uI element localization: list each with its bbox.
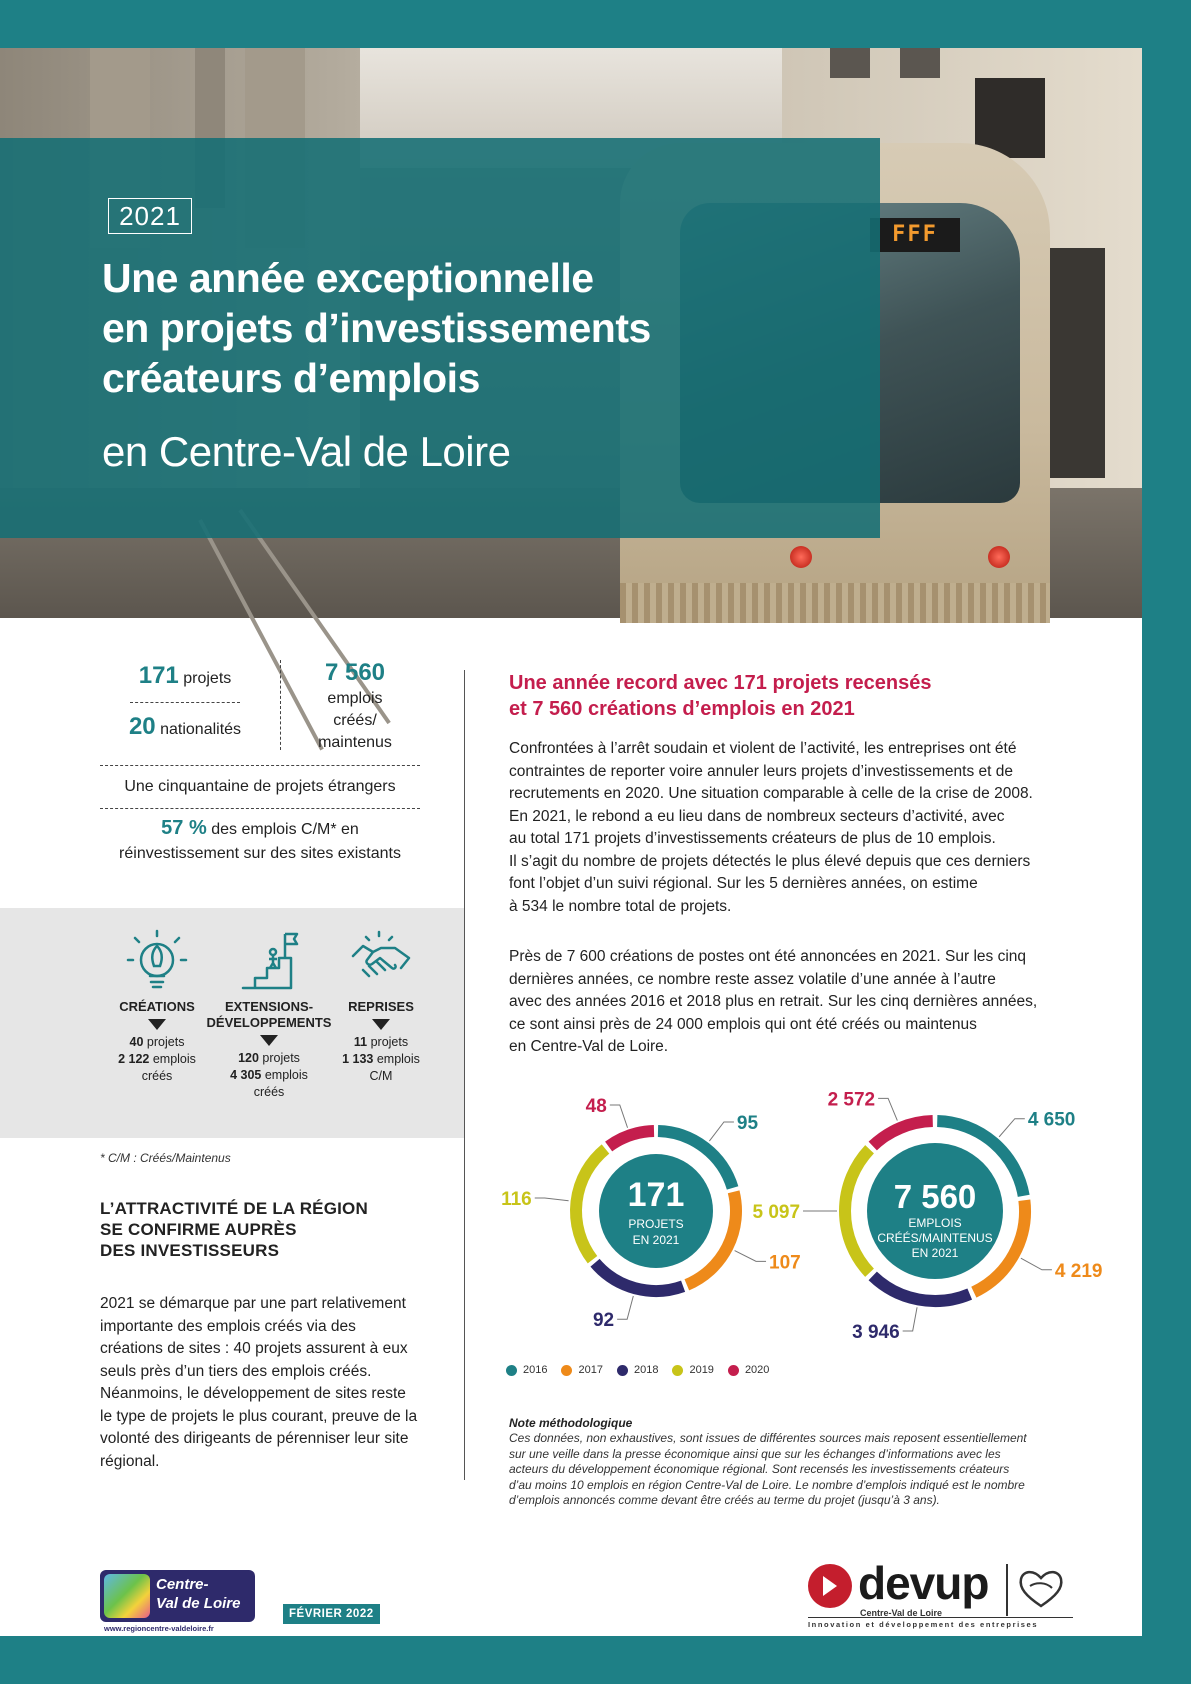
category-value-text: C/M <box>369 1069 393 1083</box>
jobs-unit-line: emplois <box>327 690 383 707</box>
legend-dot <box>561 1365 572 1376</box>
nationalities-count: 20 <box>128 713 156 740</box>
donut-center-label: EN 2021 <box>632 1233 680 1247</box>
donut-leader-line <box>610 1105 628 1128</box>
devup-tagline: Innovation et développement des entreprises <box>808 1617 1073 1629</box>
category-value-text: créés <box>253 1085 285 1099</box>
page-title <box>102 253 862 403</box>
donut-value-label: 107 <box>769 1252 801 1274</box>
donut-leader-line <box>878 1098 897 1120</box>
paragraph-line: Il s’agit du nombre de projets détectés le plus élevé depuis que ces derniers <box>509 852 1031 870</box>
projects-count: 171 <box>138 662 179 689</box>
legend-item <box>728 1364 769 1376</box>
reinvest-percent: 57 % <box>161 817 207 839</box>
hero-photo <box>0 48 1142 618</box>
projects-unit: projets <box>183 670 232 687</box>
paragraph-line: recrutements en 2020. Une situation comparable à celle de la crise de 2008. <box>509 785 1033 802</box>
paragraph-line: Près de 7 600 créations de postes ont été annoncées en 2021. Sur les cinq <box>509 948 1027 965</box>
category-value-text: projets <box>370 1035 409 1049</box>
donut-center-label: EMPLOIS <box>908 1216 962 1230</box>
category-value-num: 1 133 <box>342 1052 374 1066</box>
donut-value-label: 3 946 <box>852 1321 900 1343</box>
section-heading <box>100 1198 420 1261</box>
foreign-projects: Une cinquantaine de projets étrangers <box>124 778 396 795</box>
donut-segment-2019 <box>845 1149 870 1273</box>
paragraph-line: à 534 le nombre total de projets. <box>509 897 732 915</box>
legend-dot <box>728 1365 739 1376</box>
reinvest-text: réinvestissement sur des sites existants <box>119 845 401 862</box>
donut-value-label: 92 <box>592 1310 615 1332</box>
paragraph-line: dernières années, ce nombre reste assez volatile d’une année à l’autre <box>509 970 996 988</box>
devup-subtitle: Centre-Val de Loire <box>860 1608 943 1618</box>
donut-center-label: CRÉÉS/MAINTENUS <box>877 1231 993 1245</box>
title-line: créateurs d’emplois <box>102 355 480 401</box>
footnote: * C/M : Créés/Maintenus <box>100 1151 231 1165</box>
category-value-num: 4 305 <box>230 1068 262 1082</box>
tram-destination-sign: FFF <box>870 218 960 252</box>
arrow-down-icon <box>372 1019 390 1030</box>
paragraph-line: Confrontées à l’arrêt soudain et violent de l’activité, les entreprises ont été <box>509 740 1017 757</box>
heading-line: et 7 560 créations d’emplois en 2021 <box>509 698 855 720</box>
category-value-num: 11 <box>353 1035 368 1049</box>
category-value-text: emplois <box>264 1068 308 1082</box>
donut-total: 7 560 <box>893 1178 977 1215</box>
donut-leader-line <box>1021 1258 1052 1270</box>
categories-panel <box>0 908 465 1138</box>
category-label: DÉVELOPPEMENTS <box>206 1015 332 1030</box>
note-line: Ces données, non exhaustives, sont issues de différentes sources mais reposent essentiellement <box>509 1431 1027 1445</box>
donut-value-label: 4 650 <box>1027 1109 1076 1131</box>
category-label: CRÉATIONS <box>119 999 195 1014</box>
paragraph-line: au total 171 projets d’investissements créateurs de plus de 10 emplois. <box>509 830 996 847</box>
year-badge: 2021 <box>108 198 192 234</box>
paragraph-line: ce sont ainsi près de 24 000 emplois qui ont été créés ou maintenus <box>509 1015 977 1033</box>
legend-dot <box>672 1365 683 1376</box>
category-extensions <box>204 930 334 1101</box>
category-value-text: créés <box>141 1069 173 1083</box>
donut-leader-line <box>735 1251 766 1262</box>
devup-wordmark: devup <box>858 1557 989 1609</box>
section-paragraph: 2021 se démarque par une part relativement importante des emplois créés via des créations de sites : 40 projets assurent à eux seuls près d’un tiers des emplois créés. Néanmoins, le développement de sites reste le type de projets le plus courant, preuve de la volonté des dirigeants de pérenniser leur site régional. <box>100 1295 418 1470</box>
heading-line: L’ATTRACTIVITÉ DE LA RÉGION <box>100 1199 368 1218</box>
paragraph-line: en Centre-Val de Loire. <box>509 1038 669 1055</box>
donut-leader-line <box>709 1122 734 1141</box>
legend-label: 2017 <box>578 1364 603 1376</box>
category-label: REPRISES <box>348 999 414 1014</box>
paragraph-line: En 2021, le rebond a eu lieu dans de nombreux secteurs d’activité, avec <box>509 807 1005 825</box>
category-reprises <box>316 930 446 1085</box>
column-divider <box>464 670 465 1480</box>
rocket-lightbulb-icon <box>125 930 189 994</box>
category-value-num: 120 <box>238 1051 259 1065</box>
paragraph-line: avec des années 2016 et 2018 plus en retrait. Sur les cinq dernières années, <box>509 993 1038 1010</box>
note-line: d’emplois annoncés comme devant être créés au terme du projet (jusqu’à 3 ans). <box>509 1493 940 1507</box>
paragraph-line: font l’objet d’un suivi régional. Sur les 5 dernières années, on estime <box>509 875 978 892</box>
legend-label: 2018 <box>633 1364 659 1376</box>
donut-value-label: 95 <box>736 1112 759 1134</box>
heading-line: SE CONFIRME AUPRÈS <box>100 1220 297 1239</box>
note-line: sur une veille dans la presse économique ainsi que sur les échanges d’informations avec les <box>509 1446 1001 1461</box>
donut-segment-2020 <box>609 1131 654 1146</box>
page-subtitle: en Centre-Val de Loire <box>102 428 511 475</box>
donut-segment-2018 <box>873 1276 970 1301</box>
legend-item <box>672 1364 713 1376</box>
region-logo <box>100 1570 255 1622</box>
region-logo-name: Val de Loire <box>156 1595 241 1612</box>
nationalities-unit: nationalités <box>160 721 242 738</box>
heading-line: Une année record avec 171 projets recensés <box>509 672 932 694</box>
reinvest-text: des emplois C/M* en <box>211 821 359 838</box>
category-label: EXTENSIONS- <box>224 999 314 1014</box>
paragraph-1 <box>509 738 1089 918</box>
category-value-num: 40 <box>129 1035 144 1049</box>
donut-value-label: 4 219 <box>1054 1260 1103 1282</box>
category-value-num: 2 122 <box>118 1052 150 1066</box>
note-line: d’au moins 10 emplois en région Centre-Val de Loire. Le nombre d’emplois indiqué est le nombre <box>509 1477 1025 1492</box>
donut-value-label: 5 097 <box>752 1201 800 1223</box>
donut-total: 171 <box>627 1176 685 1214</box>
paragraph-2 <box>509 946 1089 1059</box>
region-logo-icon <box>104 1574 150 1618</box>
donut-value-label: 48 <box>585 1096 607 1118</box>
legend-item <box>561 1364 602 1376</box>
category-value-text: emplois <box>152 1052 196 1066</box>
donut-chart-jobs <box>752 1066 1103 1356</box>
legend-item <box>617 1364 658 1376</box>
jobs-unit-line: créés/ <box>333 712 377 729</box>
jobs-unit-line: maintenus <box>318 734 392 751</box>
donut-segment-2020 <box>873 1121 933 1146</box>
legend-label: 2020 <box>744 1364 770 1376</box>
category-value-text: emplois <box>376 1052 420 1066</box>
logo-divider <box>1006 1564 1008 1616</box>
donut-leader-line <box>903 1307 917 1331</box>
heart-emblem-icon <box>1016 1566 1066 1610</box>
chart-legend <box>506 1364 769 1376</box>
legend-dot <box>506 1365 517 1376</box>
category-value-text: projets <box>146 1035 185 1049</box>
right-heading <box>509 670 1069 722</box>
jobs-count: 7 560 <box>324 659 386 686</box>
title-line: Une année exceptionnelle <box>102 255 594 301</box>
legend-label: 2016 <box>523 1364 548 1376</box>
donut-segment-2018 <box>595 1263 683 1291</box>
title-line: en projets d’investissements <box>102 305 651 351</box>
donut-leader-line <box>999 1119 1025 1137</box>
arrow-down-icon <box>148 1019 166 1030</box>
donut-leader-line <box>617 1296 633 1319</box>
note-line: acteurs du développement économique régional. Sont recensés les investissements créateurs <box>509 1462 1010 1476</box>
category-value-text: projets <box>262 1051 300 1065</box>
stairs-flag-icon <box>237 930 301 994</box>
region-logo-name: Centre- <box>156 1576 209 1593</box>
heading-line: DES INVESTISSEURS <box>100 1241 280 1260</box>
paragraph-line: contraintes de reporter voire annuler leurs projets d’investissements et de <box>509 762 1014 780</box>
region-url: www.regioncentre-valdeloire.fr <box>104 1624 214 1633</box>
legend-item <box>506 1364 547 1376</box>
arrow-down-icon <box>260 1035 278 1046</box>
page <box>0 48 1142 1636</box>
donut-leader-line <box>535 1198 569 1201</box>
donut-value-label: 116 <box>501 1188 532 1210</box>
donut-center-label: PROJETS <box>628 1217 684 1231</box>
date-badge: FÉVRIER 2022 <box>283 1604 380 1624</box>
note-title: Note méthodologique <box>509 1416 633 1430</box>
legend-label: 2019 <box>689 1364 714 1376</box>
donut-center-label: EN 2021 <box>911 1246 959 1260</box>
category-creations <box>92 930 222 1085</box>
donut-value-label: 2 572 <box>827 1089 876 1111</box>
note-text <box>509 1431 1099 1509</box>
legend-dot <box>617 1365 628 1376</box>
devup-play-icon <box>808 1564 852 1608</box>
handshake-icon <box>349 930 413 994</box>
